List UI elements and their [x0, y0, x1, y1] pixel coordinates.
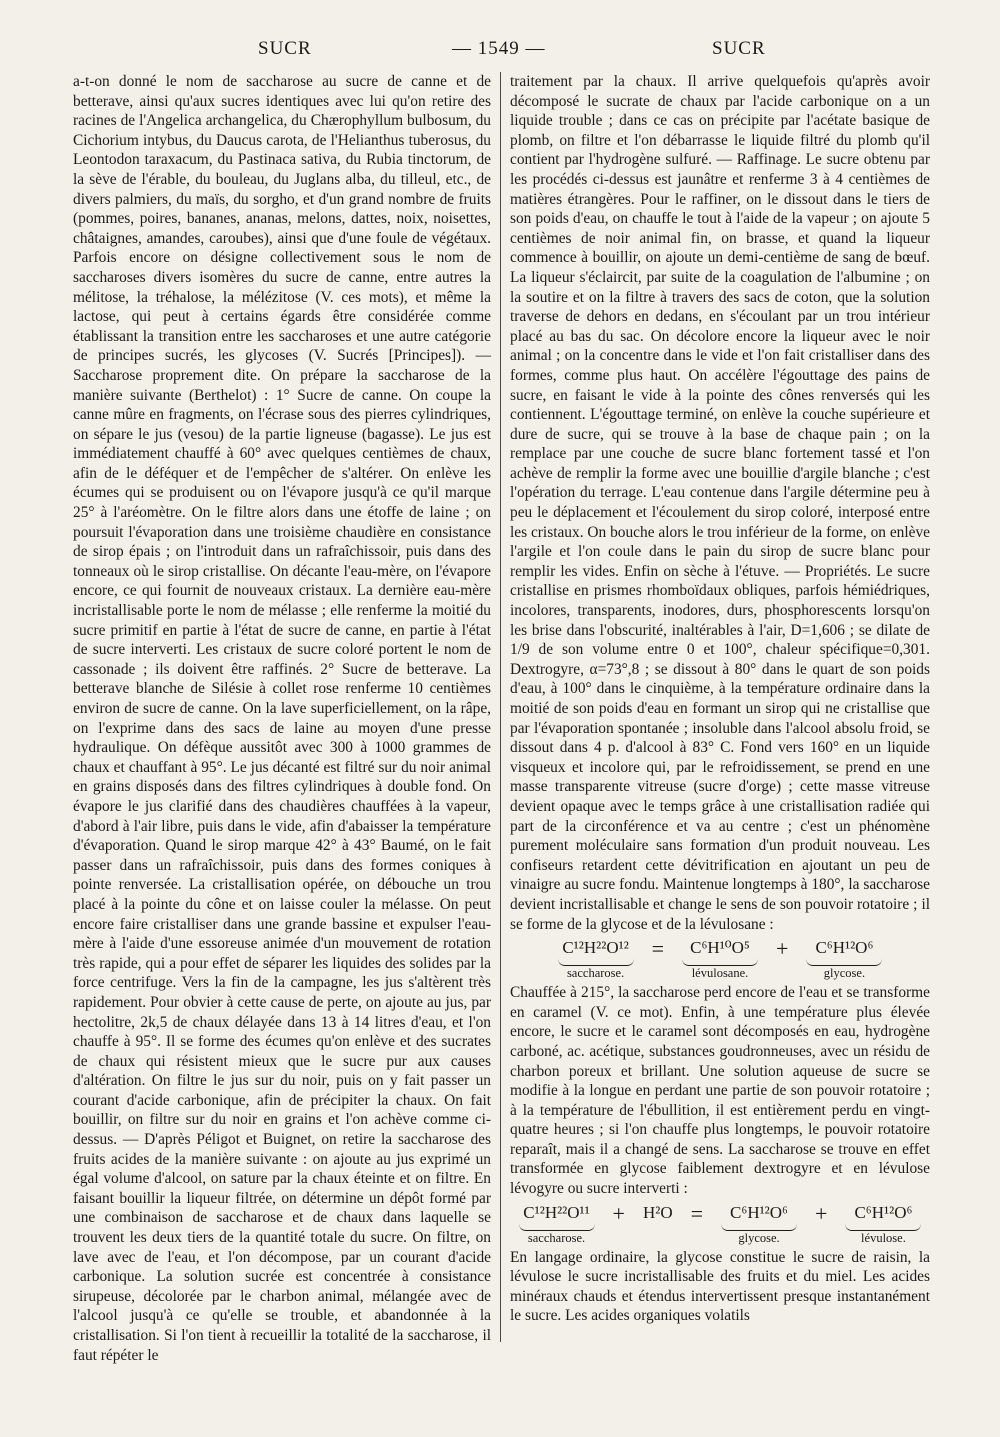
right-column-text-3: En langage ordinaire, la glycose constitue le sucre de raisin, la lévulose le sucre incristallisable des fruits et du miel. Les acides minéraux chauds et étendus intervertissent presque instantanément le sucre. Les acides organiques volatils — [510, 1248, 930, 1325]
equation-operator: = — [690, 1200, 704, 1226]
right-column-text-1: traitement par la chaux. Il arrive quelquefois qu'après avoir décomposé le sucrate de chaux par l'acide carbonique on a un liquide trouble ; dans ce cas on précipite par l'acétate basique de plomb, on filtre et l'on débarrasse le liquide filtré du plomb qu'il contient par l'hydrogène sulfuré. — Raffinage. Le sucre obtenu par les procédés ci-dessus est jaunâtre et renferme 3 à 4 centièmes de matières étrangères. Pour le raffiner, on le dissout dans le tiers de son poids d'eau, on chauffe le tout à l'aide de la vapeur ; on ajoute 5 centièmes de noir animal fin, on brasse, et quand la liqueur commence à bouillir, on ajoute un demi-centième de sang de bœuf. La liqueur s'éclaircit, par suite de la coagulation de l'albumine ; on la soutire et on la filtre à travers des sacs de coton, que la solution traverse de dehors en dedans, en s'écoulant par un trou intérieur placé au bas du sac. On décolore encore la liqueur avec le noir animal ; on la concentre dans le vide et l'on fait cristalliser dans des formes, comme plus haut. On accélère l'égouttage des pains de sucre, en faisant le vide à la pointe des cônes renversés qui les contiennent. L'égouttage terminé, on enlève la couche supérieure et dure de sucre, qui se trouve à la base de chaque pain ; on la remplace par une couche de sucre blanc fortement tassé et l'on achève de remplir la forme avec une bouillie d'argile blanche ; c'est l'opération du terrage. L'eau contenue dans l'argile détermine peu à peu le déplacement et l'écoulement du sirop coloré, interposé entre les cristaux. On bouche alors le trou inférieur de la forme, on enlève l'argile et l'on coule dans le pain du sirop de sucre blanc pour remplir les vides. Enfin on sèche à l'étuve. — Propriétés. Le sucre cristallise en prismes rhomboïdaux obliques, parfois hémiédriques, incolores, transparents, inodores, durs, phosphorescents lorsqu'on les brise dans l'obscurité, inaltérables à l'air, D=1,606 ; se dilate de 1/9 de son volume entre 0 et 100°, chaleur spécifique=0,301. Dextrogyre, α=73°,8 ; se dissout à 80° dans le quart de son poids d'eau, à 100° dans le cinquième, à la température ordinaire dans la moitié de son poids d'eau en formant un sirop qui ne cristallise que par l'évaporation spontanée ; insoluble dans l'alcool absolu froid, se dissout dans 4 p. d'alcool à 83° C. Fond vers 160° en un liquide visqueux et incolore qui, par le refroidissement, se prend en une masse transparente vitreuse (sucre d'orge) ; cette masse vitreuse devient opaque avec le temps grâce à une cristallisation radiée qui part de la circonférence et va au centre ; c'est un phénomène purement moléculaire sans formation d'un produit nouveau. Les confiseurs retardent cette dévitrification en ajoutant un peu de vinaigre au sucre fondu. Maintenue longtemps à 180°, la saccharose devient incristallisable et change le sens de son pouvoir rotatoire ; il se forme de la glycose et de la lévulosane : — [510, 73, 930, 933]
right-column-text-2: Chauffée à 215°, la saccharose perd encore de l'eau et se transforme en caramel (V. ce mot). Enfin, à une température plus élevée encore, le sucre et le caramel sont décomposés en eau, hydrogène carboné, ac. acétique, substances goudronneuses, avec un résidu de charbon poreux et brillant. Une solution aqueuse de sucre se modifie à la longue en perdant une partie de son pouvoir rotatoire ; à la température de l'ébullition, il est entièrement perdu en vingt-quatre heures ; si l'on chauffe plus longtemps, le pouvoir rotatoire reparaît, mais il a changé de sens. La saccharose se trouve en effet transformée en glycose faiblement dextrogyre et en lévulose lévogyre ou sucre interverti : — [510, 984, 930, 1198]
compound-name: glycose. — [738, 1230, 780, 1245]
running-head-left: SUCR — [258, 38, 312, 59]
equation-inversion — [510, 1200, 930, 1246]
underbrace — [721, 1224, 797, 1231]
formula: C¹²H²²O¹¹ — [523, 1202, 590, 1222]
equation-dehydration — [510, 938, 930, 981]
page-number: — 1549 — — [452, 38, 546, 59]
equation-term — [721, 1203, 797, 1246]
equation-operator: + — [815, 1200, 828, 1226]
equation-operator: + — [612, 1200, 625, 1226]
formula: C⁶H¹⁰O⁵ — [690, 938, 750, 958]
equation-term — [806, 938, 882, 981]
compound-name: saccharose. — [566, 966, 625, 981]
formula: C⁶H¹²O⁶ — [730, 1202, 788, 1222]
equation-term — [845, 1203, 921, 1246]
formula: C⁶H¹²O⁶ — [815, 938, 874, 958]
compound-name: lévulosane. — [691, 966, 749, 981]
formula: C¹²H²²O¹² — [562, 938, 629, 958]
formula: H²O — [642, 1202, 673, 1222]
running-head-right: SUCR — [712, 38, 766, 59]
equation-term — [519, 1203, 595, 1246]
underbrace — [806, 959, 882, 966]
underbrace — [845, 1224, 921, 1231]
compound-name: saccharose. — [527, 1230, 586, 1245]
underbrace — [682, 959, 758, 966]
equation-term — [643, 1203, 673, 1223]
left-column — [73, 72, 491, 1365]
compound-name: lévulose. — [861, 1230, 906, 1245]
left-column-text: a-t-on donné le nom de saccharose au sucre de canne et de betterave, ainsi qu'aux sucres identiques avec lui qu'on retire des racines de l'Angelica archangelica, du Chærophyllum bulbosum, du Cichorium intybus, du Daucus carota, de l'Helianthus tuberosus, du Leontodon taraxacum, du Pastinaca sativa, du Rubia tinctorum, de la sève de l'érable, du bouleau, du Juglans alba, du tilleul, etc., de divers palmiers, du maïs, du sorgho, et d'un grand nombre de fruits (pommes, poires, bananes, ananas, melons, dattes, noix, noisettes, châtaignes, amandes, caroubes), ainsi que d'une foule de végétaux. Parfois encore on désigne collectivement sous le nom de saccharoses divers isomères du sucre de canne, entre autres la mélitose, la tréhalose, la mélézitose (V. ces mots), et même la lactose, qui peut à certains égards être considérée comme établissant la transition entre les saccharoses et une autre catégorie de principes sucrés, les glycoses (V. Sucrés [Principes]). — Saccharose proprement dite. On prépare la saccharose de la manière suivante (Berthelot) : 1° Sucre de canne. On coupe la canne mûre en fragments, on l'écrase sous des pierres cylindriques, on sépare le jus (vesou) de la partie ligneuse (bagasse). Le jus est immédiatement chauffé à 60° avec quelques centièmes de chaux, afin de le déféquer et de l'empêcher de s'altérer. On enlève les écumes qui se produisent ou on l'évapore jusqu'à ce qu'il marque 25° à l'aréomètre. On le filtre alors dans une étoffe de laine ; on poursuit l'évaporation dans une troisième chaudière en consistance de sirop épais ; on l'introduit dans un rafraîchissoir, puis dans des tonneaux où le sirop cristallise. On décante l'eau-mère, on l'évapore encore, ce qui fournit de nouveaux cristaux. La dernière eau-mère incristallisable porte le nom de mélasse ; elle renferme la moitié du sucre primitif en partie à l'état de sucre de canne, en partie à l'état de sucre interverti. Les cristaux de sucre coloré portent le nom de cassonade ; ils doivent être raffinés. 2° Sucre de betterave. La betterave blanche de Silésie à collet rose renferme 10 centièmes environ de sucre de canne. On la lave superficiellement, on la râpe, on l'exprime dans des sacs de laine au moyen d'une presse hydraulique. On défèque aussitôt avec 300 à 1000 grammes de chaux et chauffant à 95°. Le jus décanté est filtré sur du noir animal en grains disposés dans des filtres cylindriques à double fond. On évapore le jus clarifié dans des chaudières chauffées à la vapeur, d'abord à l'air libre, puis dans le vide, afin d'abaisser la température d'évaporation. Quand le sirop marque 42° à 43° Baumé, on le fait passer dans un rafraîchissoir, puis dans des formes coniques à pointe renversée. La cristallisation opérée, on débouche un trou placé à la pointe du cône et on laisse couler la mélasse. On peut encore faire cristalliser dans une grande bassine et expulser l'eau-mère à l'aide d'une essoreuse animée d'un mouvement de rotation très rapide, qui a pour effet de séparer les liquides des solides par la force centrifuge. Vers la fin de la campagne, les jus s'altèrent très rapidement. Pour obvier à cette cause de perte, on ajoute au jus, par hectolitre, 2k,5 de chaux délayée dans 13 à 14 litres d'eau, et l'on chauffe à 95°. Il se forme des écumes qu'on enlève et des sucrates de chaux qui résistent mieux que le sucre pur aux causes d'altération. On filtre le jus sur du noir, puis on y fait passer un courant d'acide carbonique, afin de précipiter la chaux. On fait bouillir, on filtre sur du noir en grains et l'on achève comme ci-dessus. — D'après Péligot et Buignet, on retire la saccharose des fruits acides de la manière suivante : on ajoute au jus exprimé un égal volume d'alcool, on sature par la chaux éteinte et on filtre. En faisant bouillir la liqueur filtrée, on détermine un dépôt formé par une combinaison de saccharose et de chaux dans laquelle se trouvent les deux tiers de la quantité totale du sucre. On filtre, on lave avec de l'eau, et l'on décompose, par un courant d'acide carbonique. La solution sucrée est concentrée à consistance sirupeuse, décolorée par le charbon animal, mélangée avec de l'alcool jusqu'à ce qu'elle se trouble, et abandonnée à la cristallisation. Si l'on tient à recueillir la totalité de la saccharose, il faut répéter le — [73, 73, 491, 1364]
equation-operator: + — [776, 936, 789, 962]
underbrace — [519, 1224, 595, 1231]
formula: C⁶H¹²O⁶ — [854, 1202, 913, 1222]
compound-name: glycose. — [823, 966, 866, 981]
equation-operator: = — [651, 936, 664, 962]
right-column — [510, 72, 930, 1326]
equation-term — [558, 938, 634, 981]
equation-term — [682, 938, 758, 981]
column-divider — [500, 72, 501, 1342]
page-header — [0, 38, 1000, 68]
underbrace — [558, 959, 634, 966]
